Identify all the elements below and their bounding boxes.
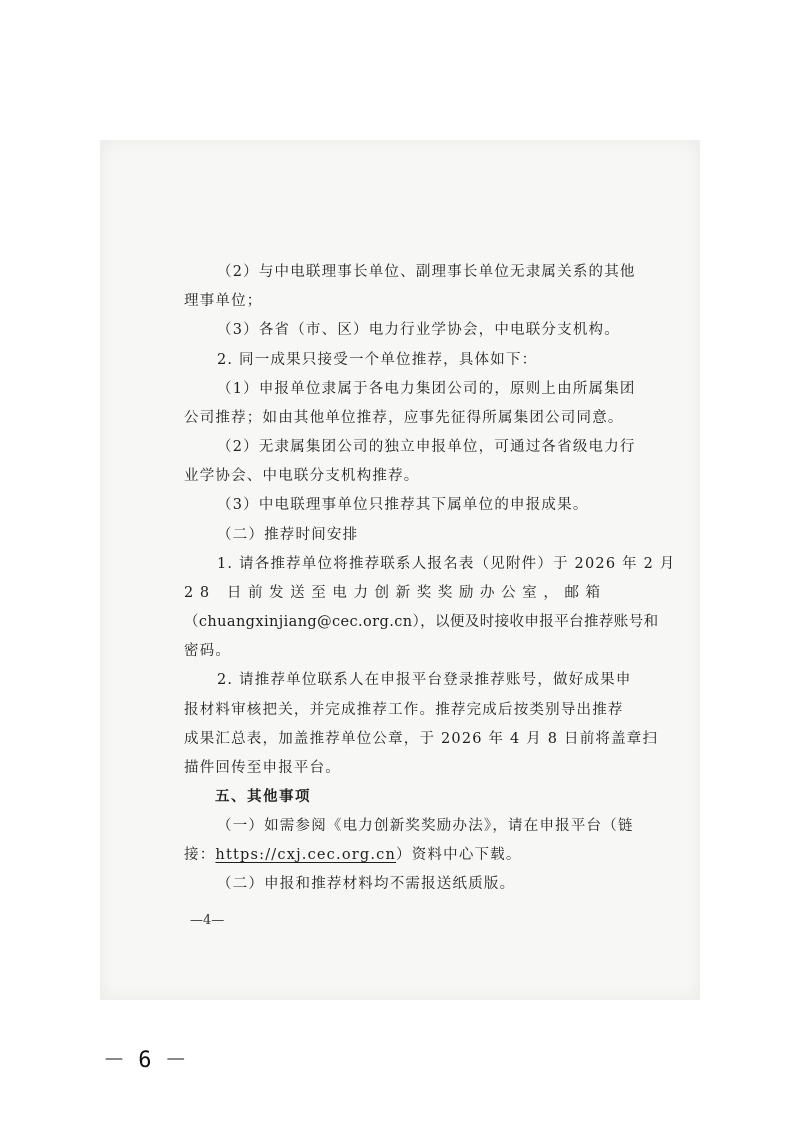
text-line: （3）各省（市、区）电力行业学协会，中电联分支机构。 [217,322,620,338]
section-subheading: （二）推荐时间安排 [217,527,359,543]
section-heading: 五、其他事项 [215,788,311,805]
text-line: 2. 请推荐单位联系人在申报平台登录推荐账号，做好成果申 [217,672,632,688]
text-line: 28 日前发送至电力创新奖奖励办公室，邮箱 [184,585,607,601]
link-line [184,845,522,865]
text-line: 成果汇总表，加盖推荐单位公章，于 2026 年 4 月 8 日前将盖章扫 [184,731,659,747]
text-line: 公司推荐；如由其他单位推荐，应事先征得所属集团公司同意。 [184,410,624,426]
text-line: 2. 同一成果只接受一个单位推荐，具体如下： [217,352,538,368]
original-page-folio: —4— [190,913,225,928]
text-line: 报材料审核把关，并完成推荐工作。推荐完成后按类别导出推荐 [184,702,624,718]
text-line: （2）与中电联理事长单位、副理事长单位无隶属关系的其他 [217,264,636,280]
text-line: （3）中电联理事单位只推荐其下属单位的申报成果。 [217,497,589,513]
text-line: 描件回传至申报平台。 [184,760,341,776]
text-line: 1. 请各推荐单位将推荐联系人报名表（见附件）于 2026 年 2 月 [217,556,676,572]
text-line: （二）申报和推荐材料均不需报送纸质版。 [217,876,516,892]
link-suffix: ）资料中心下载。 [396,847,522,863]
page-number: － 6 － [103,1048,187,1073]
text-line: （chuangxinjiang@cec.org.cn），以便及时接收申报平台推荐账号和 [184,614,659,630]
platform-link[interactable]: https://cxj.cec.org.cn [215,847,397,863]
text-line: （1）申报单位隶属于各电力集团公司的，原则上由所属集团 [217,381,636,397]
link-prefix: 接： [184,847,216,863]
text-line: 密码。 [184,643,232,659]
text-line: 业学协会、中电联分支机构推荐。 [184,468,420,484]
text-line: （2）无隶属集团公司的独立申报单位，可通过各省级电力行 [217,439,636,455]
text-line: 理事单位； [184,293,263,309]
text-line: （一）如需参阅《电力创新奖奖励办法》，请在申报平台（链 [217,818,634,834]
